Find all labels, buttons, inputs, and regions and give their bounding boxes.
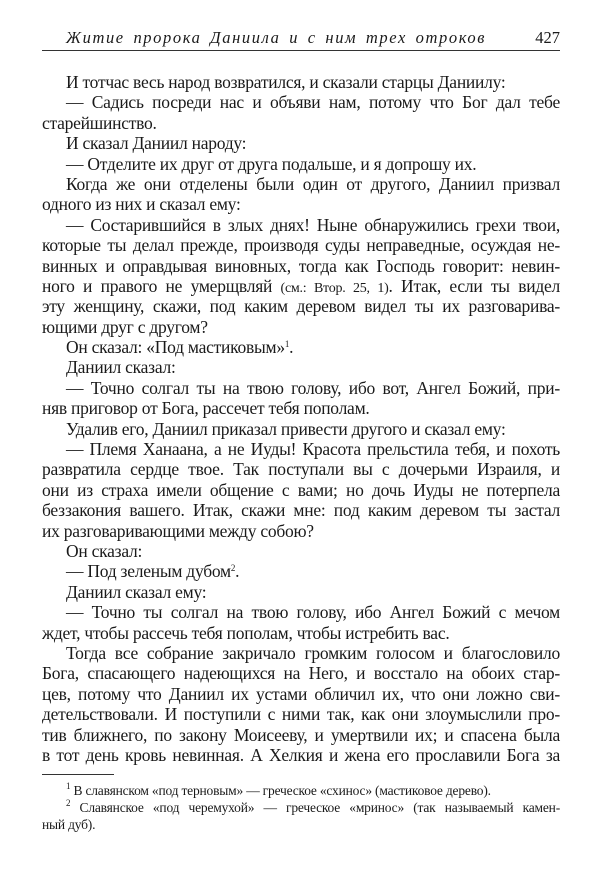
text-line bbox=[42, 317, 560, 337]
text-line bbox=[42, 643, 560, 663]
text-line bbox=[42, 745, 560, 765]
footnote-ref: 2 bbox=[66, 798, 71, 808]
text-line bbox=[42, 480, 560, 500]
text-segment: тив ближнего, по закону Моисееву, и умертвили их; и спасена была bbox=[42, 724, 560, 745]
text-line bbox=[42, 459, 560, 479]
text-segment: Даниил сказал ему: bbox=[66, 581, 207, 602]
text-segment: старейшинство. bbox=[42, 112, 157, 133]
text-segment: Он сказал: bbox=[66, 540, 143, 561]
text-segment: эту женщину, скажи, под каким деревом видел ты их разговарива- bbox=[42, 296, 560, 317]
text-line bbox=[42, 154, 560, 174]
text-line bbox=[42, 215, 560, 235]
text-segment: Даниил сказал: bbox=[66, 357, 176, 378]
text-segment: — Состарившийся в злых днях! Ныне обнаружились грехи твои, bbox=[66, 214, 560, 235]
text-segment: Бога, спасающего надеющихся на Него, и восстало на обоих стар- bbox=[42, 663, 560, 684]
text-segment: В славянском «под терновым» — греческое «схинос» (мастиковое дерево). bbox=[70, 783, 491, 798]
text-line bbox=[42, 725, 560, 745]
text-line bbox=[42, 663, 560, 683]
text-segment: — Садись посреди нас и объяви нам, потому что Бог дал тебе bbox=[66, 92, 560, 113]
text-line bbox=[42, 194, 560, 214]
text-line bbox=[42, 276, 560, 296]
text-line bbox=[42, 133, 560, 153]
text-line bbox=[42, 684, 560, 704]
text-segment: . Итак, если ты видел bbox=[388, 275, 560, 296]
text-line bbox=[42, 500, 560, 520]
scripture-reference: (см.: Втор. 25, 1) bbox=[280, 280, 389, 296]
text-segment: ный дуб). bbox=[42, 817, 96, 832]
text-segment: — Под зеленым дубом bbox=[66, 561, 231, 582]
text-segment: их разговаривающими между собою? bbox=[42, 520, 314, 541]
text-segment: они из страха имели общение с вами; но дочь Иуды не потерпела bbox=[42, 479, 560, 500]
footnote-ref: 2 bbox=[230, 563, 236, 574]
footnote-line bbox=[42, 782, 560, 799]
text-segment: — Точно солгал ты на твою голову, ибо вот, Ангел Божий, при- bbox=[66, 377, 560, 398]
text-segment: беззакония вашего. Итак, скажи мне: под каким деревом ты застал bbox=[42, 500, 560, 521]
text-segment: ющими друг с другом? bbox=[42, 316, 208, 337]
text-line bbox=[42, 602, 560, 622]
text-segment: И тотчас весь народ возвратился, и сказали старцы Даниилу: bbox=[66, 72, 506, 92]
footnote-line bbox=[42, 816, 560, 833]
text-segment: Удалив его, Даниил приказал привести другого и сказал ему: bbox=[66, 418, 506, 439]
text-line bbox=[42, 92, 560, 112]
text-segment: . bbox=[235, 561, 240, 582]
text-segment: детельствовали. И поступили с ними так, как они злоумыслили про- bbox=[42, 704, 560, 725]
text-line bbox=[42, 357, 560, 377]
text-line bbox=[42, 561, 560, 581]
text-segment: винных и оправдывая виновных, тогда как Господь говорит: невин- bbox=[42, 255, 560, 276]
footnote-line bbox=[42, 799, 560, 816]
text-line bbox=[42, 419, 560, 439]
text-segment: . bbox=[289, 337, 294, 358]
text-line bbox=[42, 541, 560, 561]
text-line bbox=[42, 235, 560, 255]
text-segment: цев, потому что Даниил их устами обличил их, что они ложно сви- bbox=[42, 683, 560, 704]
text-segment: — Точно ты солгал на твою голову, ибо Ангел Божий с мечом bbox=[66, 602, 560, 623]
footnote-divider bbox=[42, 774, 114, 775]
text-line bbox=[42, 337, 560, 357]
text-line bbox=[42, 398, 560, 418]
text-segment: которые ты делал прежде, производя суды неправедные, осуждая не- bbox=[42, 235, 560, 256]
text-segment: в тот день кровь невинная. А Хелкия и жена его прославили Бога за bbox=[42, 744, 560, 765]
text-line bbox=[42, 72, 560, 92]
text-segment: Когда же они отделены были один от другого, Даниил призвал bbox=[66, 173, 560, 194]
footnotes bbox=[42, 782, 560, 833]
text-line bbox=[42, 296, 560, 316]
text-segment: — Отделите их друг от друга подальше, и я допрошу их. bbox=[66, 153, 477, 174]
text-segment: няв приговор от Бога, рассечет тебя пополам. bbox=[42, 398, 370, 419]
text-segment: одного из них и сказал ему: bbox=[42, 194, 241, 215]
text-line bbox=[42, 378, 560, 398]
text-segment: ждет, чтобы рассечь тебя пополам, чтобы истребить вас. bbox=[42, 622, 450, 643]
text-line bbox=[42, 521, 560, 541]
footnote-ref: 1 bbox=[284, 339, 290, 350]
text-line bbox=[42, 704, 560, 724]
text-segment: Он сказал: «Под мастиковым» bbox=[66, 337, 285, 358]
text-line bbox=[42, 113, 560, 133]
body-text bbox=[42, 72, 560, 765]
text-segment: — Племя Ханаана, а не Иуды! Красота прельстила тебя, и похоть bbox=[66, 439, 560, 460]
text-line bbox=[42, 582, 560, 602]
page-number: 427 bbox=[535, 28, 560, 47]
text-segment: ного и правого не умерщвляй bbox=[42, 275, 281, 296]
running-header bbox=[42, 28, 560, 51]
text-segment: Тогда все собрание закричало громким голосом и благословило bbox=[66, 642, 560, 663]
text-segment: И сказал Даниил народу: bbox=[66, 133, 247, 154]
text-segment: Славянское «под черемухой» — греческое «мринос» (так называемый камен- bbox=[70, 800, 560, 815]
text-line bbox=[42, 174, 560, 194]
running-title: Житие пророка Даниила и с ним трех отроков bbox=[65, 28, 486, 47]
text-line bbox=[42, 623, 560, 643]
text-line bbox=[42, 439, 560, 459]
text-segment: развратила сердце твое. Так поступали вы с дочерьми Израиля, и bbox=[42, 459, 560, 480]
footnote-ref: 1 bbox=[66, 781, 71, 791]
text-line bbox=[42, 256, 560, 276]
